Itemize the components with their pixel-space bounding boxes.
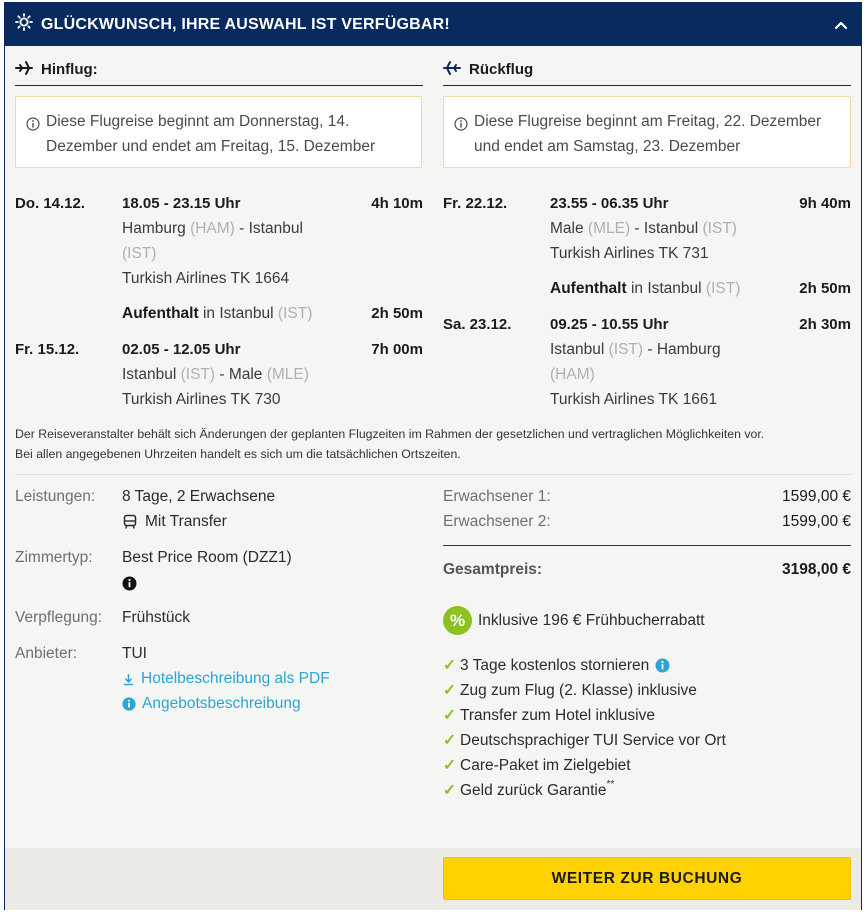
chevron-up-icon[interactable] bbox=[831, 15, 851, 35]
download-icon bbox=[122, 673, 135, 686]
transfer-info: Mit Transfer bbox=[122, 513, 227, 531]
check-icon: ✓ bbox=[443, 707, 456, 724]
bus-icon bbox=[122, 514, 138, 530]
provider-label: Anbieter: bbox=[15, 645, 78, 662]
flight-day: Sa. 23.12. bbox=[443, 316, 512, 333]
info-circle-icon bbox=[26, 114, 40, 139]
check-icon: ✓ bbox=[443, 757, 456, 774]
check-icon: ✓ bbox=[443, 682, 456, 699]
outbound-info-box bbox=[15, 96, 422, 168]
room-info-icon[interactable] bbox=[122, 576, 137, 595]
flight-time: 02.05 - 12.05 Uhr bbox=[122, 341, 241, 358]
provider-value: TUI bbox=[122, 645, 147, 662]
schedule-notes: Der Reiseveranstalter behält sich Änderungen der geplanten Flugzeiten im Rahmen der gesetzlichen und vertraglichen Möglichkeiten vor. Bei allen angegebenen Uhrzeiten handelt es sich um die tatsächlichen Ortszeiten. bbox=[15, 427, 765, 461]
flight-time: 23.55 - 06.35 Uhr bbox=[550, 195, 669, 212]
layover-info: Aufenthalt in Istanbul (IST) bbox=[550, 280, 741, 297]
outbound-info-text: Diese Flugreise beginnt am Donnerstag, 14. Dezember und endet am Freitag, 15. Dezember bbox=[46, 113, 376, 155]
services-label: Leistungen: bbox=[15, 488, 96, 505]
flight-route: Male (MLE) - Istanbul (IST) bbox=[550, 220, 737, 237]
continue-booking-button[interactable]: WEITER ZUR BUCHUNG bbox=[443, 857, 851, 900]
layover-duration: 2h 50m bbox=[799, 280, 851, 297]
sun-icon bbox=[15, 13, 37, 36]
flight-duration: 9h 40m bbox=[799, 195, 851, 212]
room-value: Best Price Room (DZZ1) bbox=[122, 549, 292, 566]
check-icon: ✓ bbox=[443, 732, 456, 749]
price-separator bbox=[443, 545, 851, 546]
inbound-info-text: Diese Flugreise beginnt am Freitag, 22. Dezember und endet am Samstag, 23. Dezember bbox=[474, 113, 822, 155]
flight-route: Hamburg (HAM) - Istanbul (IST) bbox=[122, 220, 303, 262]
divider bbox=[15, 474, 851, 475]
flight-airline: Turkish Airlines TK 1664 bbox=[122, 270, 290, 287]
flight-day: Do. 14.12. bbox=[15, 195, 86, 212]
inbound-info-box bbox=[443, 96, 851, 168]
layover-info: Aufenthalt in Istanbul (IST) bbox=[122, 305, 313, 322]
flight-airline: Turkish Airlines TK 730 bbox=[122, 391, 281, 408]
info-icon[interactable] bbox=[655, 658, 670, 673]
offer-description-link[interactable]: Angebotsbeschreibung bbox=[122, 695, 301, 713]
flight-duration: 7h 00m bbox=[371, 341, 423, 358]
benefit-item: ✓ 3 Tage kostenlos stornieren bbox=[443, 656, 670, 675]
flight-duration: 4h 10m bbox=[371, 195, 423, 212]
board-label: Verpflegung: bbox=[15, 609, 103, 626]
flight-duration: 2h 30m bbox=[799, 316, 851, 333]
info-circle-icon bbox=[454, 114, 468, 139]
flight-airline: Turkish Airlines TK 731 bbox=[550, 245, 709, 262]
benefit-item: ✓ Transfer zum Hotel inklusive bbox=[443, 706, 655, 724]
hotel-pdf-link[interactable]: Hotelbeschreibung als PDF bbox=[122, 670, 330, 688]
price-row-adult-1: Erwachsener 1: 1599,00 € bbox=[443, 488, 851, 505]
services-value: 8 Tage, 2 Erwachsene bbox=[122, 488, 276, 505]
outbound-heading: Hinflug: bbox=[15, 54, 423, 86]
flight-route: Istanbul (IST) - Male (MLE) bbox=[122, 366, 309, 383]
price-row-adult-2: Erwachsener 2: 1599,00 € bbox=[443, 513, 851, 530]
flight-day: Fr. 15.12. bbox=[15, 341, 80, 358]
inbound-heading: Rückflug bbox=[443, 54, 851, 86]
price-total-row: Gesamtpreis: 3198,00 € bbox=[443, 561, 851, 578]
benefit-item: ✓ Geld zurück Garantie ** bbox=[443, 779, 615, 799]
flight-time: 09.25 - 10.55 Uhr bbox=[550, 316, 669, 333]
banner-title: GLÜCKWUNSCH, IHRE AUSWAHL IST VERFÜGBAR! bbox=[41, 15, 450, 33]
availability-banner[interactable] bbox=[5, 3, 861, 46]
info-icon bbox=[122, 697, 136, 711]
percent-badge-icon: % bbox=[443, 606, 472, 635]
check-icon: ✓ bbox=[443, 782, 456, 799]
flight-airline: Turkish Airlines TK 1661 bbox=[550, 391, 718, 408]
flight-time: 18.05 - 23.15 Uhr bbox=[122, 195, 241, 212]
benefit-item: ✓ Deutschsprachiger TUI Service vor Ort bbox=[443, 731, 726, 749]
benefit-item: ✓ Zug zum Flug (2. Klasse) inklusive bbox=[443, 681, 697, 699]
room-label: Zimmertyp: bbox=[15, 549, 93, 566]
board-value: Frühstück bbox=[122, 609, 191, 626]
benefit-item: ✓ Care-Paket im Zielgebiet bbox=[443, 756, 631, 774]
layover-duration: 2h 50m bbox=[371, 305, 423, 322]
flight-day: Fr. 22.12. bbox=[443, 195, 508, 212]
flight-route: Istanbul (IST) - Hamburg (HAM) bbox=[550, 341, 721, 383]
plane-return-icon bbox=[443, 60, 469, 80]
check-icon: ✓ bbox=[443, 657, 456, 674]
plane-departure-icon bbox=[15, 60, 41, 80]
early-booking-discount: % Inklusive 196 € Frühbucherrabatt bbox=[443, 606, 705, 635]
